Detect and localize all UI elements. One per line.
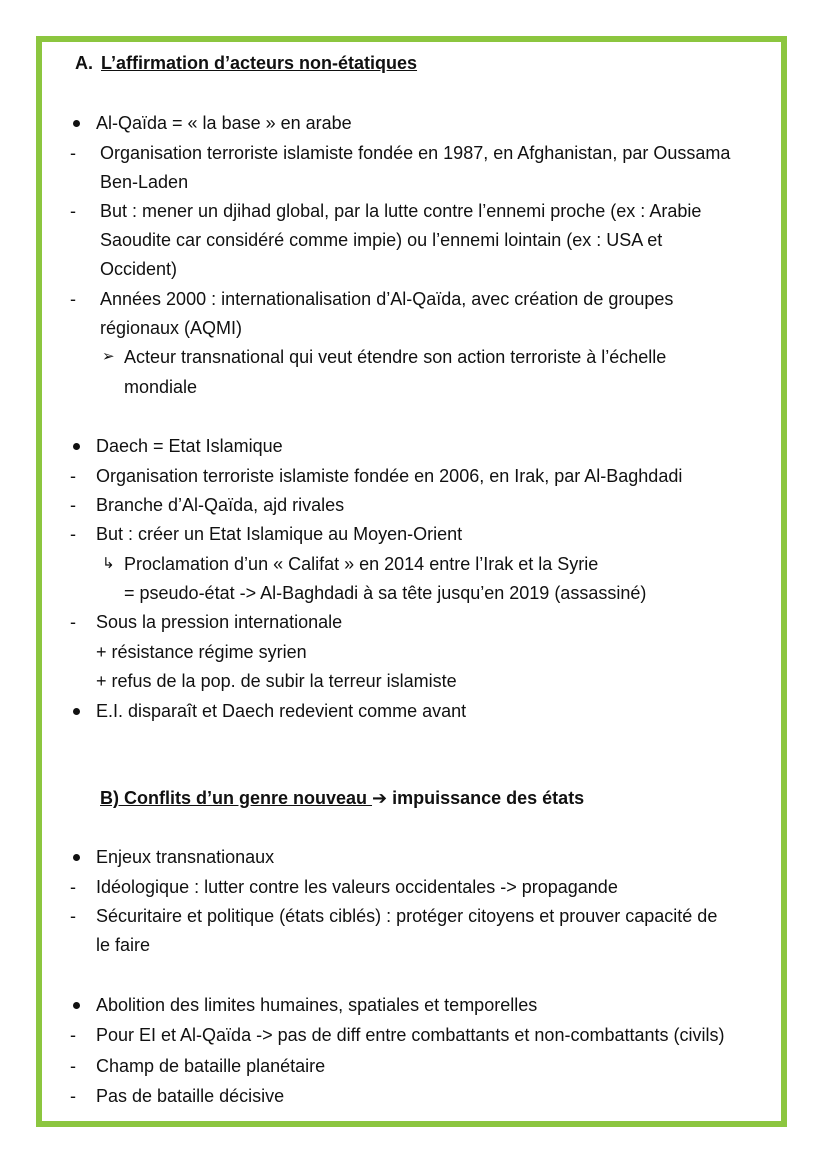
arrowhead-icon: ➢: [102, 348, 115, 365]
alqaida-item2-line2: Saoudite car considéré comme impie) ou l’ennemi lointain (ex : USA et: [100, 230, 663, 250]
daech-bullet: Daech = Etat Islamique: [96, 436, 283, 456]
alqaida-sub-line1: Acteur transnational qui veut étendre son action terroriste à l’échelle: [124, 347, 667, 367]
alqaida-item3-line2: régionaux (AQMI): [100, 318, 243, 338]
dash-icon: -: [70, 466, 76, 486]
alqaida-sub-line2: mondiale: [124, 377, 198, 397]
bullet-icon: [73, 120, 80, 127]
enjeux-item2-line1: Sécuritaire et politique (états ciblés) : protéger citoyens et prouver capacité de: [96, 906, 718, 926]
abolition-item3: Pas de bataille décisive: [96, 1086, 285, 1106]
abolition-bullet: Abolition des limites humaines, spatiales et temporelles: [96, 995, 538, 1015]
dash-icon: -: [70, 1056, 76, 1076]
alqaida-item2-line3: Occident): [100, 259, 178, 279]
alqaida-item3-line1: Années 2000 : internationalisation d’Al-Qaïda, avec création de groupes: [100, 289, 674, 309]
dash-icon: -: [70, 906, 76, 926]
daech-item1: Organisation terroriste islamiste fondée en 2006, en Irak, par Al-Baghdadi: [96, 466, 683, 486]
section-b-heading: [100, 787, 584, 809]
daech-bullet2: E.I. disparaît et Daech redevient comme avant: [96, 701, 467, 721]
section-b-title: B) Conflits d’un genre nouveau: [100, 788, 373, 808]
enjeux-bullet: Enjeux transnationaux: [96, 847, 275, 867]
daech-sub-line1: Proclamation d’un « Califat » en 2014 entre l’Irak et la Syrie: [124, 554, 599, 574]
dash-icon: -: [70, 524, 76, 544]
daech-item4-line1: Sous la pression internationale: [96, 612, 343, 632]
abolition-item2: Champ de bataille planétaire: [96, 1056, 326, 1076]
bullet-icon: [73, 443, 80, 450]
daech-item4-line3: + refus de la pop. de subir la terreur islamiste: [96, 671, 457, 691]
section-a-number: A.: [75, 53, 93, 73]
daech-sub-line2: = pseudo-état -> Al-Baghdadi à sa tête jusqu’en 2019 (assassiné): [124, 583, 647, 603]
bullet-icon: [73, 1002, 80, 1009]
abolition-item1: Pour EI et Al-Qaïda -> pas de diff entre combattants et non-combattants (civils): [96, 1025, 725, 1045]
enjeux-item1: Idéologique : lutter contre les valeurs occidentales -> propagande: [96, 877, 618, 897]
dash-icon: -: [70, 201, 76, 221]
alqaida-item1-line1: Organisation terroriste islamiste fondée en 1987, en Afghanistan, par Oussama: [100, 143, 731, 163]
daech-item2: Branche d’Al-Qaïda, ajd rivales: [96, 495, 345, 515]
enjeux-item2-line2: le faire: [96, 935, 151, 955]
right-arrow-icon: ➔: [372, 788, 388, 808]
dash-icon: -: [70, 612, 76, 632]
alqaida-item2-line1: But : mener un djihad global, par la lutte contre l’ennemi proche (ex : Arabie: [100, 201, 702, 221]
alqaida-item1-line2: Ben-Laden: [100, 172, 189, 192]
daech-item3: But : créer un Etat Islamique au Moyen-Orient: [96, 524, 463, 544]
dash-icon: -: [70, 495, 76, 515]
alqaida-bullet: Al-Qaïda = « la base » en arabe: [96, 113, 352, 133]
turn-arrow-icon: ↳: [102, 555, 115, 572]
dash-icon: -: [70, 143, 76, 163]
section-a-title: L’affirmation d’acteurs non-étatiques: [101, 53, 418, 73]
dash-icon: -: [70, 1086, 76, 1106]
dash-icon: -: [70, 877, 76, 897]
dash-icon: -: [70, 289, 76, 309]
bullet-icon: [73, 708, 80, 715]
section-b-title-suffix: impuissance des états: [387, 788, 585, 808]
daech-item4-line2: + résistance régime syrien: [96, 642, 307, 662]
bullet-icon: [73, 854, 80, 861]
dash-icon: -: [70, 1025, 76, 1045]
